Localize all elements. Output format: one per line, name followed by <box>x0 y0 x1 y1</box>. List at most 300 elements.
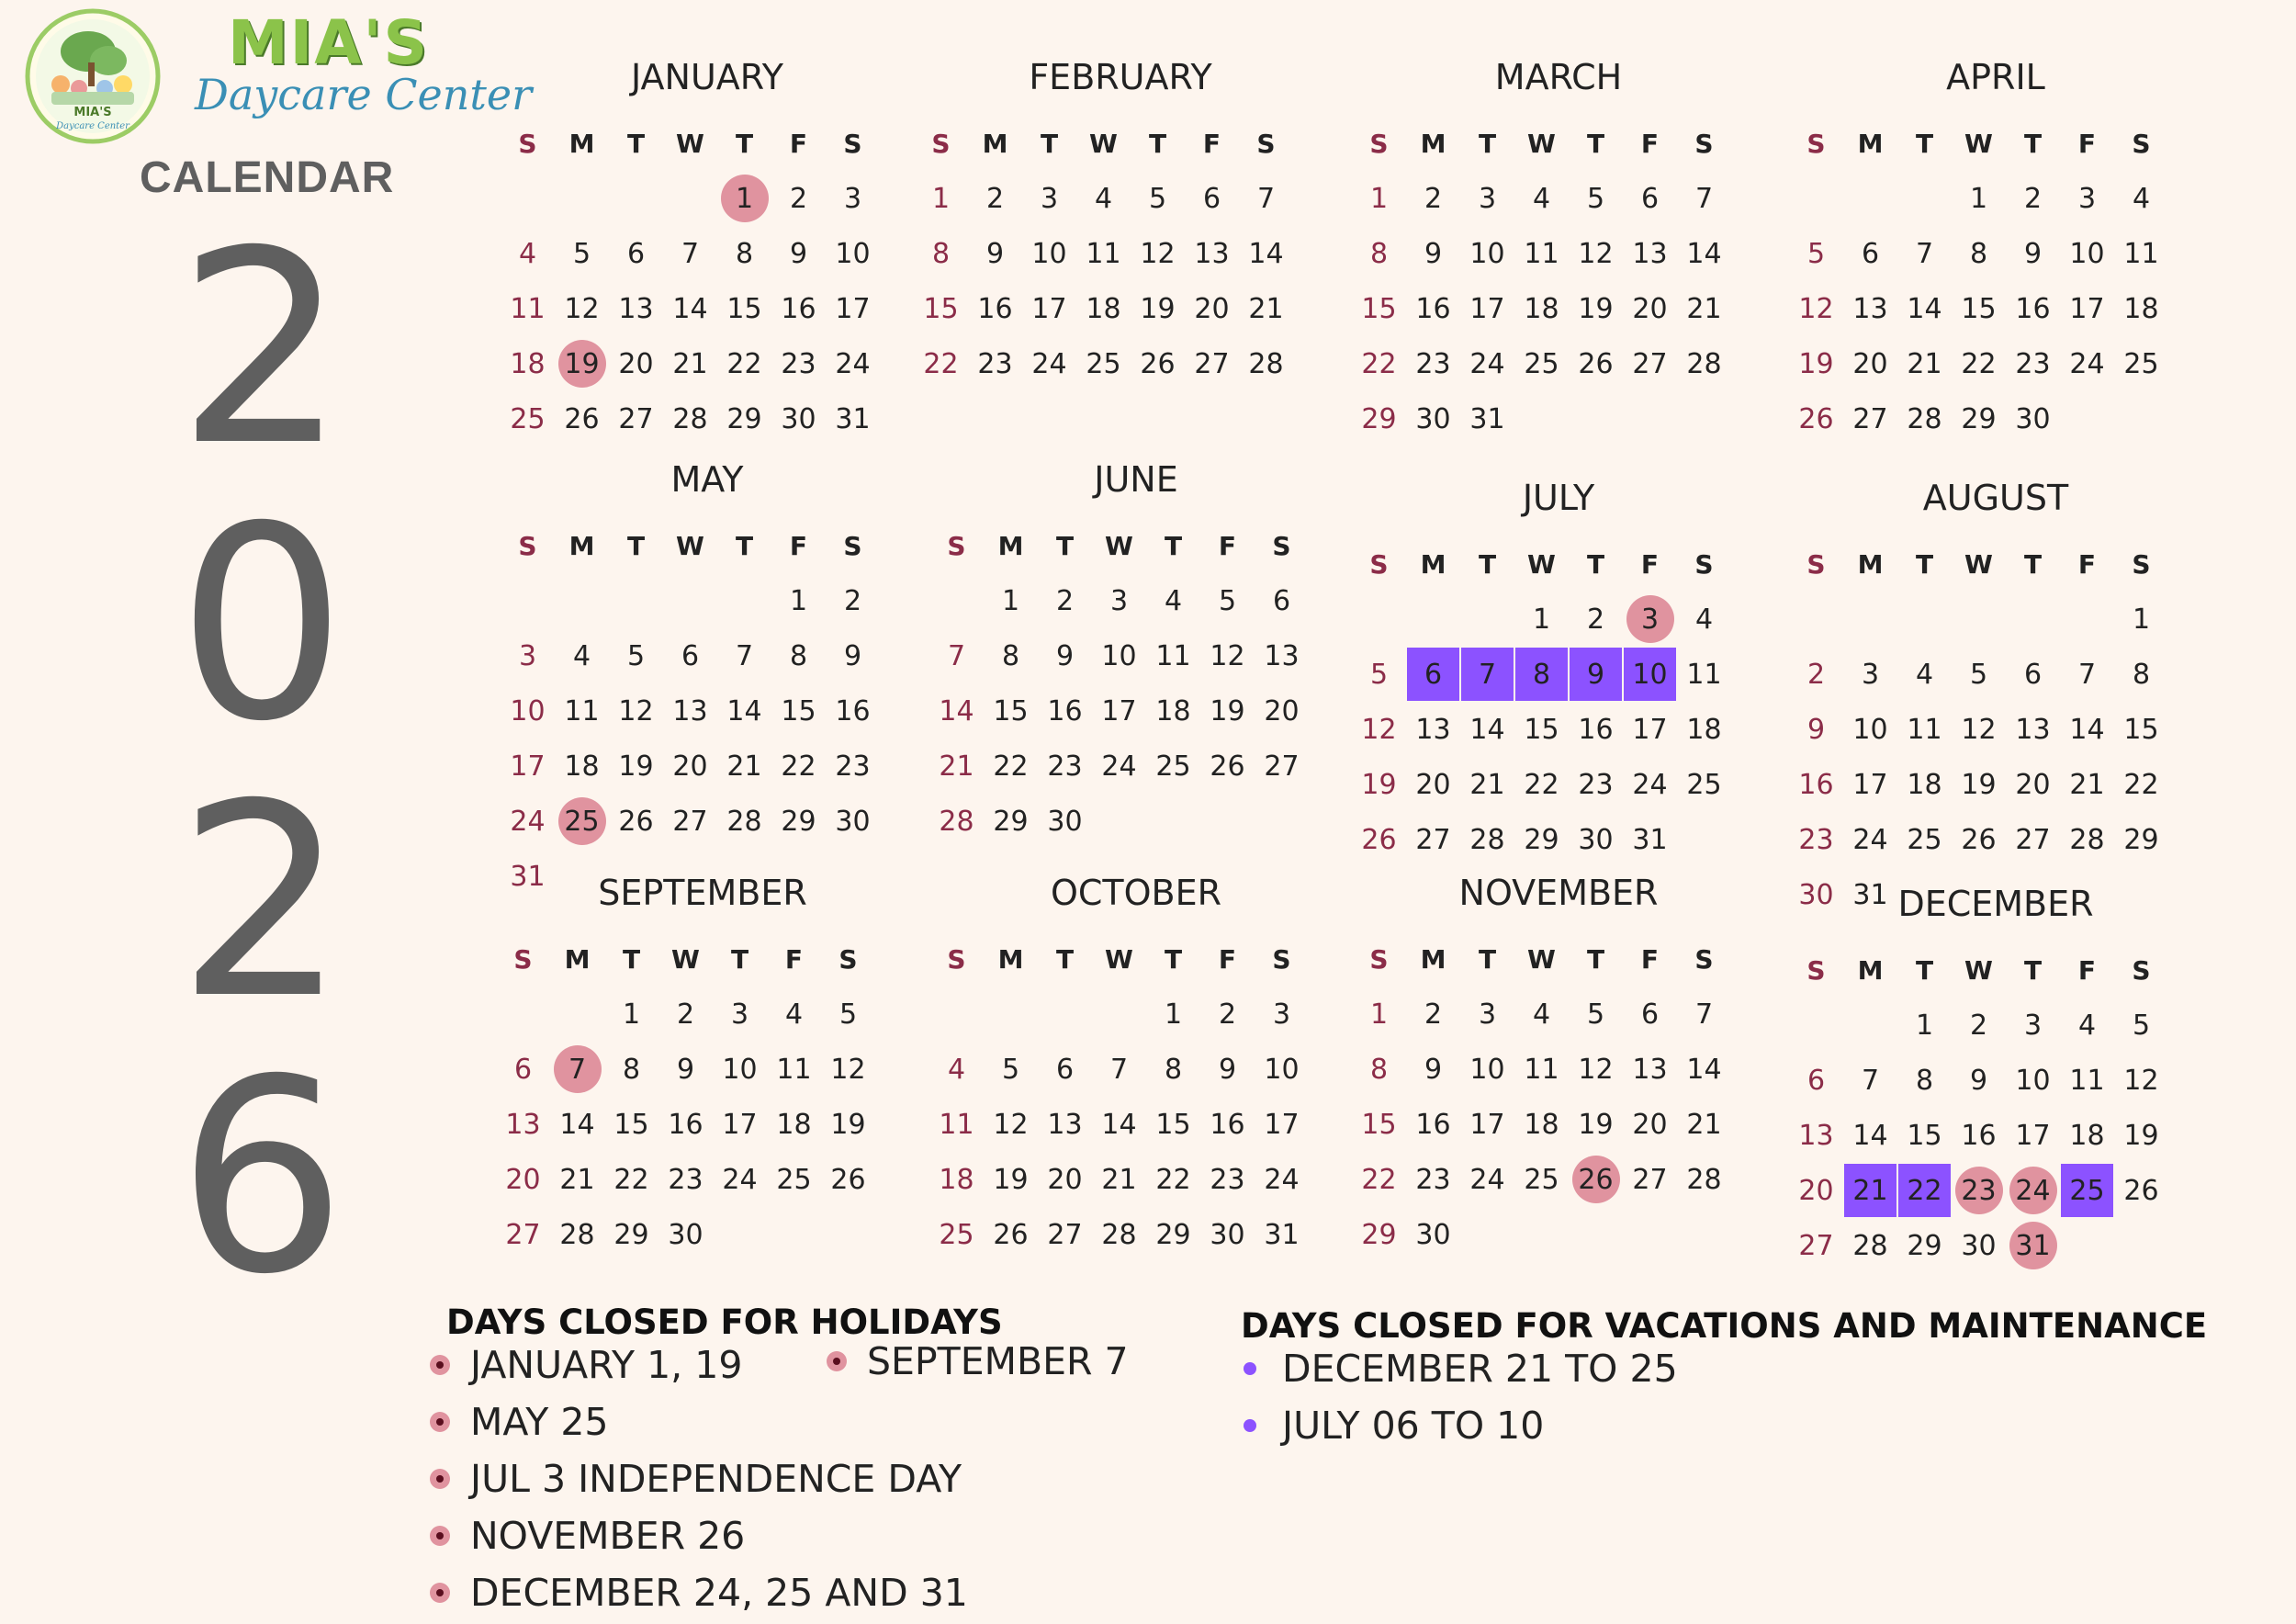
weekday-header: W <box>1964 128 1993 159</box>
day-cell: 12 <box>1361 713 1397 746</box>
day-cell: 13 <box>505 1108 541 1141</box>
day-cell: 3 <box>1109 584 1129 617</box>
month-name: SEPTEMBER <box>598 873 807 913</box>
weekday-header: M <box>997 943 1024 975</box>
day-cell: 11 <box>776 1053 812 1086</box>
day-cell: 19 <box>1361 768 1397 801</box>
day-cell: 1 <box>1164 998 1183 1031</box>
day-cell: 30 <box>1961 1229 1997 1262</box>
weekday-header: W <box>1964 954 1993 986</box>
day-cell: 29 <box>1907 1229 1942 1262</box>
day-cell: 12 <box>1961 713 1997 746</box>
weekday-header: F <box>1640 943 1660 975</box>
day-cell: 23 <box>2015 347 2051 380</box>
holidays-legend-title: DAYS CLOSED FOR HOLIDAYS <box>446 1303 1003 1342</box>
day-cell: 3 <box>518 639 537 672</box>
day-cell: 27 <box>1798 1229 1834 1262</box>
day-cell: 7 <box>735 639 754 672</box>
day-cell: 5 <box>626 639 646 672</box>
day-cell: 24 <box>510 805 546 838</box>
day-cell: 28 <box>939 805 974 838</box>
day-cell: 6 <box>1806 1064 1826 1097</box>
day-cell: 13 <box>1264 639 1300 672</box>
day-cell: 10 <box>1852 713 1888 746</box>
day-cell: 12 <box>564 292 600 325</box>
weekday-header: W <box>1105 530 1133 561</box>
day-cell: 27 <box>1852 402 1888 435</box>
weekday-header: S <box>947 943 966 975</box>
day-cell: 18 <box>510 347 546 380</box>
day-cell: 12 <box>2123 1064 2159 1097</box>
day-cell: 1 <box>1369 998 1389 1031</box>
day-cell: 4 <box>518 237 537 270</box>
weekday-header: S <box>1369 128 1389 159</box>
day-cell: 30 <box>1798 878 1834 911</box>
day-cell: 30 <box>1415 1218 1451 1251</box>
month-name: MARCH <box>1494 57 1623 97</box>
day-cell: 8 <box>1369 237 1389 270</box>
holiday-day: 19 <box>555 336 609 391</box>
day-cell: 5 <box>1369 658 1389 691</box>
day-cell: 7 <box>2077 658 2097 691</box>
day-cell: 19 <box>1210 694 1245 727</box>
day-cell: 30 <box>668 1218 703 1251</box>
day-cell: 20 <box>618 347 654 380</box>
empty-cell <box>2006 592 2060 647</box>
day-cell: 26 <box>1140 347 1176 380</box>
day-cell: 8 <box>735 237 754 270</box>
month-grid <box>501 116 880 446</box>
holiday-day: 31 <box>2006 1218 2060 1273</box>
day-cell: 16 <box>668 1108 703 1141</box>
day-cell: 30 <box>835 805 871 838</box>
day-cell: 3 <box>2077 182 2097 215</box>
day-cell: 17 <box>1264 1108 1300 1141</box>
month-february <box>914 57 1327 461</box>
day-cell: 5 <box>1001 1053 1020 1086</box>
day-cell: 15 <box>781 694 816 727</box>
day-cell: 18 <box>776 1108 812 1141</box>
weekday-header: M <box>1420 548 1446 580</box>
empty-cell <box>609 573 663 628</box>
day-cell: 17 <box>1632 713 1668 746</box>
weekday-header: F <box>1640 128 1660 159</box>
day-cell: 28 <box>1469 823 1505 856</box>
day-cell: 19 <box>1578 292 1614 325</box>
weekday-header: T <box>1478 548 1497 580</box>
day-cell: 14 <box>1686 237 1722 270</box>
empty-cell <box>1897 171 1952 226</box>
day-cell: 21 <box>559 1163 595 1196</box>
weekday-header: S <box>843 530 862 561</box>
day-cell: 14 <box>1469 713 1505 746</box>
day-cell: 7 <box>947 639 966 672</box>
month-name: OCTOBER <box>1050 873 1222 913</box>
day-cell: 16 <box>2015 292 2051 325</box>
day-cell: 7 <box>1109 1053 1129 1086</box>
day-cell: 30 <box>1210 1218 1245 1251</box>
day-cell: 25 <box>939 1218 974 1251</box>
month-march <box>1352 57 1765 461</box>
day-cell: 21 <box>939 750 974 783</box>
day-cell: 9 <box>985 237 1005 270</box>
day-cell: 18 <box>564 750 600 783</box>
weekday-header: S <box>1806 954 1826 986</box>
holiday-day: 7 <box>550 1042 604 1097</box>
day-cell: 2 <box>676 998 695 1031</box>
day-cell: 19 <box>1798 347 1834 380</box>
empty-cell <box>496 987 550 1042</box>
day-cell: 3 <box>1272 998 1291 1031</box>
day-cell: 1 <box>1915 1009 1934 1042</box>
weekday-header: T <box>622 943 641 975</box>
day-cell: 4 <box>947 1053 966 1086</box>
weekday-header: M <box>982 128 1008 159</box>
day-cell: 6 <box>1640 998 1660 1031</box>
day-cell: 1 <box>1001 584 1020 617</box>
vacation-bullet-icon <box>1244 1419 1256 1432</box>
day-cell: 11 <box>2069 1064 2105 1097</box>
day-cell: 2 <box>1586 603 1605 636</box>
vacation-day: 21 <box>1843 1163 1897 1218</box>
holiday-legend-item <box>827 1339 1129 1383</box>
day-cell: 2 <box>985 182 1005 215</box>
empty-cell <box>1843 171 1897 226</box>
day-cell: 20 <box>1632 1108 1668 1141</box>
month-grid <box>929 931 1309 1262</box>
day-cell: 14 <box>559 1108 595 1141</box>
day-cell: 23 <box>1578 768 1614 801</box>
holiday-bullet-icon <box>827 1351 847 1371</box>
month-name: MAY <box>670 459 744 500</box>
empty-cell <box>663 573 717 628</box>
holiday-bullet-icon <box>430 1526 450 1546</box>
weekday-header: T <box>1055 530 1075 561</box>
day-cell: 8 <box>622 1053 641 1086</box>
weekday-header: F <box>1218 530 1237 561</box>
vacation-legend-text: JULY 06 TO 10 <box>1282 1404 1545 1448</box>
weekday-header: T <box>1478 128 1497 159</box>
day-cell: 29 <box>1361 402 1397 435</box>
day-cell: 14 <box>672 292 708 325</box>
weekday-header: F <box>2077 954 2097 986</box>
day-cell: 15 <box>1155 1108 1191 1141</box>
day-cell: 13 <box>672 694 708 727</box>
day-cell: 1 <box>1369 182 1389 215</box>
month-january <box>501 57 914 461</box>
day-cell: 9 <box>843 639 862 672</box>
weekday-header: M <box>568 530 595 561</box>
weekday-header: W <box>676 530 704 561</box>
empty-cell <box>1038 987 1092 1042</box>
day-cell: 8 <box>1969 237 1988 270</box>
weekday-header: W <box>1527 128 1556 159</box>
day-cell: 14 <box>1248 237 1284 270</box>
day-cell: 22 <box>1361 347 1397 380</box>
weekday-header: W <box>1527 548 1556 580</box>
day-cell: 9 <box>1218 1053 1237 1086</box>
weekday-header: T <box>730 943 749 975</box>
day-cell: 23 <box>668 1163 703 1196</box>
month-name: DECEMBER <box>1897 884 2094 924</box>
weekday-header: S <box>2132 548 2151 580</box>
day-cell: 16 <box>977 292 1013 325</box>
day-cell: 18 <box>1524 292 1559 325</box>
holiday-legend-item <box>430 1400 609 1444</box>
weekday-header: T <box>2023 128 2043 159</box>
weekday-header: S <box>1256 128 1276 159</box>
day-cell: 14 <box>1907 292 1942 325</box>
empty-cell <box>1352 592 1406 647</box>
day-cell: 6 <box>626 237 646 270</box>
day-cell: 28 <box>1907 402 1942 435</box>
day-cell: 15 <box>1361 1108 1397 1141</box>
day-cell: 25 <box>1524 1163 1559 1196</box>
day-cell: 23 <box>1210 1163 1245 1196</box>
day-cell: 1 <box>789 584 808 617</box>
day-cell: 26 <box>1210 750 1245 783</box>
vacation-day: 10 <box>1623 647 1677 702</box>
holiday-legend-item <box>430 1457 962 1501</box>
day-cell: 17 <box>835 292 871 325</box>
holiday-day: 26 <box>1569 1152 1623 1207</box>
vacation-day: 22 <box>1897 1163 1952 1218</box>
holiday-bullet-icon <box>430 1469 450 1489</box>
day-cell: 11 <box>1524 1053 1559 1086</box>
month-grid <box>1352 116 1731 446</box>
day-cell: 11 <box>1907 713 1942 746</box>
day-cell: 11 <box>1686 658 1722 691</box>
day-cell: 21 <box>1686 292 1722 325</box>
weekday-header: F <box>1218 943 1237 975</box>
weekday-header: T <box>626 128 646 159</box>
weekday-header: F <box>789 128 808 159</box>
day-cell: 10 <box>2015 1064 2051 1097</box>
empty-cell <box>663 171 717 226</box>
day-cell: 14 <box>1852 1119 1888 1152</box>
day-cell: 29 <box>1961 402 1997 435</box>
day-cell: 3 <box>1861 658 1880 691</box>
day-cell: 28 <box>1101 1218 1137 1251</box>
day-cell: 28 <box>726 805 762 838</box>
weekday-header: T <box>1586 943 1605 975</box>
day-cell: 7 <box>1694 182 1714 215</box>
vacation-day: 9 <box>1569 647 1623 702</box>
day-cell: 10 <box>510 694 546 727</box>
day-cell: 12 <box>1140 237 1176 270</box>
day-cell: 24 <box>835 347 871 380</box>
day-cell: 23 <box>1415 347 1451 380</box>
day-cell: 2 <box>2023 182 2043 215</box>
day-cell: 16 <box>1210 1108 1245 1141</box>
month-name: JUNE <box>1094 459 1178 500</box>
year-digit-4: 6 <box>176 1023 347 1333</box>
day-cell: 21 <box>672 347 708 380</box>
weekday-header: S <box>1369 548 1389 580</box>
day-cell: 14 <box>726 694 762 727</box>
day-cell: 16 <box>781 292 816 325</box>
day-cell: 26 <box>564 402 600 435</box>
holiday-day: 24 <box>2006 1163 2060 1218</box>
weekday-header: T <box>1164 530 1183 561</box>
day-cell: 20 <box>1047 1163 1083 1196</box>
day-cell: 12 <box>1578 1053 1614 1086</box>
day-cell: 27 <box>618 402 654 435</box>
day-cell: 8 <box>1915 1064 1934 1097</box>
day-cell: 19 <box>1140 292 1176 325</box>
day-cell: 31 <box>1632 823 1668 856</box>
day-cell: 4 <box>1532 998 1551 1031</box>
weekday-header: M <box>1420 943 1446 975</box>
weekday-header: S <box>1272 943 1291 975</box>
day-cell: 27 <box>1632 1163 1668 1196</box>
day-cell: 24 <box>1469 347 1505 380</box>
day-cell: 8 <box>1164 1053 1183 1086</box>
day-cell: 26 <box>830 1163 866 1196</box>
day-cell: 23 <box>1798 823 1834 856</box>
day-cell: 29 <box>2123 823 2159 856</box>
day-cell: 11 <box>1155 639 1191 672</box>
day-cell: 10 <box>1469 1053 1505 1086</box>
day-cell: 10 <box>1031 237 1067 270</box>
day-cell: 1 <box>1969 182 1988 215</box>
day-cell: 11 <box>1524 237 1559 270</box>
day-cell: 20 <box>1194 292 1230 325</box>
day-cell: 31 <box>1469 402 1505 435</box>
day-cell: 5 <box>1586 998 1605 1031</box>
day-cell: 25 <box>1686 768 1722 801</box>
day-cell: 15 <box>1361 292 1397 325</box>
day-cell: 14 <box>1686 1053 1722 1086</box>
weekday-header: S <box>1694 548 1714 580</box>
weekday-header: W <box>1964 548 1993 580</box>
day-cell: 27 <box>1632 347 1668 380</box>
day-cell: 27 <box>1264 750 1300 783</box>
weekday-header: T <box>1055 943 1075 975</box>
day-cell: 24 <box>722 1163 758 1196</box>
day-cell: 21 <box>1469 768 1505 801</box>
day-cell: 4 <box>2077 1009 2097 1042</box>
day-cell: 12 <box>618 694 654 727</box>
day-cell: 9 <box>1055 639 1075 672</box>
weekday-header: S <box>947 530 966 561</box>
weekday-header: S <box>838 943 858 975</box>
weekday-header: S <box>1806 548 1826 580</box>
holiday-day: 3 <box>1623 592 1677 647</box>
vacation-bullet-icon <box>1244 1362 1256 1375</box>
month-december <box>1789 884 2202 1288</box>
weekday-header: S <box>1694 128 1714 159</box>
empty-cell <box>555 573 609 628</box>
day-cell: 17 <box>722 1108 758 1141</box>
holiday-day: 25 <box>555 794 609 849</box>
day-cell: 21 <box>2069 768 2105 801</box>
day-cell: 21 <box>1686 1108 1722 1141</box>
holiday-bullet-icon <box>430 1412 450 1432</box>
year-digit-1: 2 <box>176 195 347 504</box>
day-cell: 24 <box>1469 1163 1505 1196</box>
day-cell: 16 <box>1961 1119 1997 1152</box>
day-cell: 25 <box>510 402 546 435</box>
weekday-header: T <box>1164 943 1183 975</box>
day-cell: 17 <box>1031 292 1067 325</box>
brand-title: MIA'S <box>228 7 430 78</box>
day-cell: 17 <box>2015 1119 2051 1152</box>
day-cell: 16 <box>1415 292 1451 325</box>
day-cell: 5 <box>838 998 858 1031</box>
weekday-header: T <box>626 530 646 561</box>
day-cell: 22 <box>923 347 959 380</box>
day-cell: 28 <box>2069 823 2105 856</box>
day-cell: 18 <box>2069 1119 2105 1152</box>
vacation-day: 25 <box>2060 1163 2114 1218</box>
day-cell: 22 <box>781 750 816 783</box>
empty-cell <box>1843 998 1897 1053</box>
day-cell: 6 <box>2023 658 2043 691</box>
day-cell: 22 <box>1361 1163 1397 1196</box>
empty-cell <box>1789 171 1843 226</box>
day-cell: 19 <box>830 1108 866 1141</box>
empty-cell <box>1789 592 1843 647</box>
day-cell: 26 <box>618 805 654 838</box>
weekday-header: T <box>1915 128 1934 159</box>
day-cell: 28 <box>672 402 708 435</box>
month-grid <box>929 518 1309 849</box>
day-cell: 22 <box>1155 1163 1191 1196</box>
day-cell: 3 <box>1478 998 1497 1031</box>
empty-cell <box>717 573 771 628</box>
day-cell: 21 <box>726 750 762 783</box>
holiday-bullet-icon <box>430 1583 450 1603</box>
empty-cell <box>1843 592 1897 647</box>
holiday-legend-text: JUL 3 INDEPENDENCE DAY <box>470 1457 962 1501</box>
day-cell: 20 <box>1415 768 1451 801</box>
weekday-header: M <box>564 943 591 975</box>
month-grid <box>501 518 880 904</box>
vacation-legend-item <box>1240 1347 1678 1391</box>
day-cell: 16 <box>1047 694 1083 727</box>
day-cell: 2 <box>1218 998 1237 1031</box>
vacation-day: 8 <box>1514 647 1569 702</box>
day-cell: 1 <box>622 998 641 1031</box>
day-cell: 27 <box>1047 1218 1083 1251</box>
day-cell: 24 <box>1264 1163 1300 1196</box>
day-cell: 18 <box>1155 694 1191 727</box>
weekday-header: S <box>1369 943 1389 975</box>
empty-cell <box>1897 592 1952 647</box>
day-cell: 9 <box>1424 1053 1443 1086</box>
weekday-header: T <box>1586 548 1605 580</box>
day-cell: 3 <box>1040 182 1059 215</box>
month-november <box>1352 873 1765 1277</box>
day-cell: 24 <box>1031 347 1067 380</box>
holiday-legend-item <box>430 1514 745 1558</box>
month-grid <box>914 116 1293 391</box>
day-cell: 7 <box>1256 182 1276 215</box>
day-cell: 8 <box>789 639 808 672</box>
day-cell: 24 <box>1632 768 1668 801</box>
day-cell: 25 <box>1086 347 1121 380</box>
day-cell: 12 <box>1578 237 1614 270</box>
day-cell: 5 <box>572 237 591 270</box>
weekday-header: M <box>1857 548 1884 580</box>
month-name: JULY <box>1522 478 1595 518</box>
day-cell: 17 <box>1852 768 1888 801</box>
month-name: APRIL <box>1946 57 2045 97</box>
day-cell: 16 <box>1415 1108 1451 1141</box>
day-cell: 20 <box>1264 694 1300 727</box>
day-cell: 16 <box>1578 713 1614 746</box>
